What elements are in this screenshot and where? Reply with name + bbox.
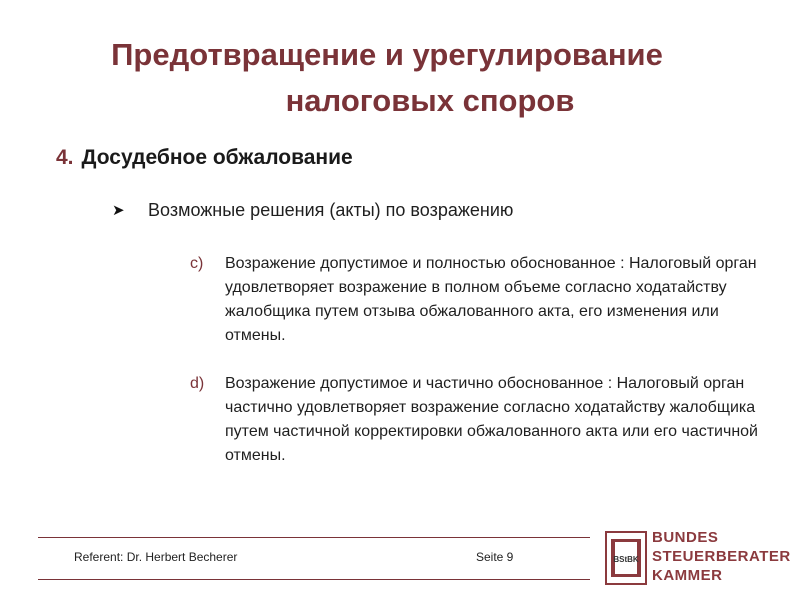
bstbk-logo — [604, 528, 791, 586]
title-line-1: Предотвращение и урегулирование — [111, 37, 663, 72]
list-item-d — [190, 372, 780, 468]
bstbk-emblem-icon — [604, 530, 648, 586]
list-item-text: Возражение допустимое и частично обоснованное : Налоговый орган частично удовлетворяет возражение согласно ходатайству жалобщика путем частичной корректировки обжалованного акта или его частичной отмены. — [225, 375, 758, 464]
footer-divider-bottom — [38, 579, 590, 580]
section-heading-text: Досудебное обжалование — [81, 146, 353, 169]
emblem-text: BStBK — [613, 555, 639, 564]
bullet-item — [112, 200, 513, 221]
list-marker: c) — [190, 255, 204, 272]
page-number: Seite 9 — [476, 550, 514, 564]
arrow-bullet-icon: ➤ — [112, 202, 125, 219]
slide-title — [40, 32, 760, 124]
list-item-c — [190, 252, 780, 348]
logo-line-3: KAMMER — [652, 567, 723, 584]
bullet-text: Возможные решения (акты) по возражению — [148, 200, 514, 220]
list-marker: d) — [190, 375, 205, 392]
logo-line-1: BUNDES — [652, 529, 719, 546]
footer-referent: Referent: Dr. Herbert Becherer — [74, 550, 238, 564]
footer-divider-top — [38, 537, 590, 538]
title-line-2: налоговых споров — [285, 83, 575, 118]
section-heading — [56, 146, 353, 170]
list-item-text: Возражение допустимое и полностью обоснованное : Налоговый орган удовлетворяет возражение в полном объеме согласно ходатайству жалобщика путем отзыва обжалованного акта, его изменения или отмены. — [225, 255, 757, 344]
logo-text — [652, 528, 791, 585]
section-number: 4. — [56, 146, 74, 169]
logo-line-2: STEUERBERATER — [652, 548, 791, 565]
